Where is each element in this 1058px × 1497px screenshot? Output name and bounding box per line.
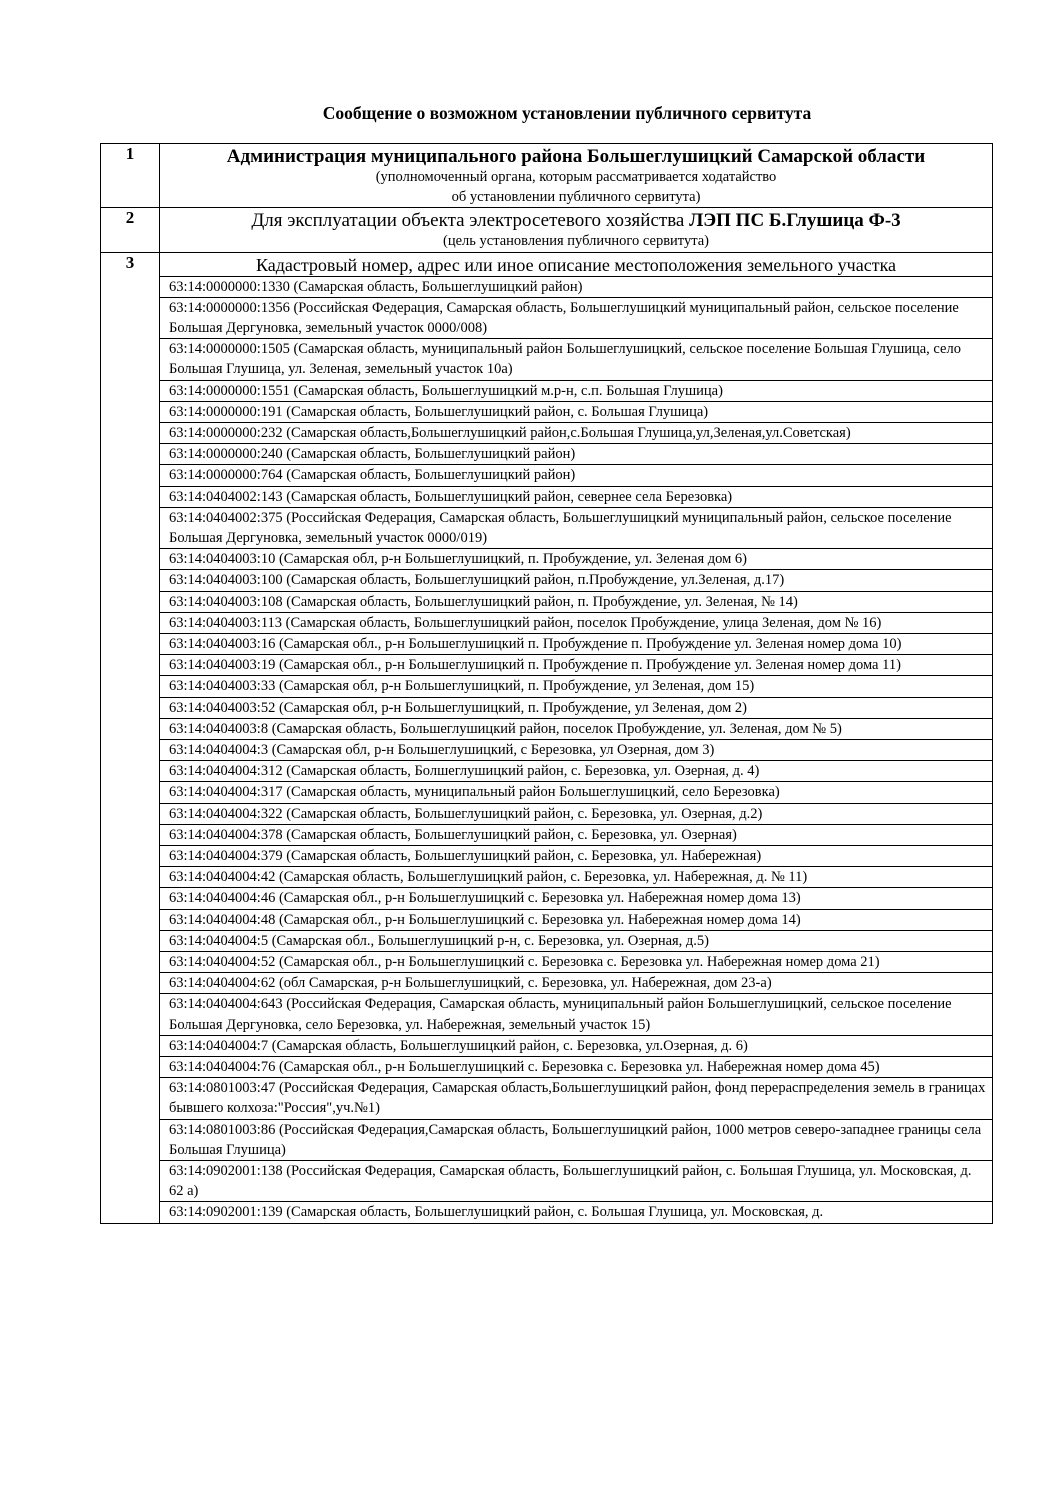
parcel-row: [160, 549, 992, 570]
parcel-row: [160, 1057, 992, 1078]
document-title: Сообщение о возможном установлении публичного сервитута: [322, 103, 812, 123]
parcel-row: [160, 867, 992, 888]
parcel-row: [160, 339, 992, 380]
parcel-description: 63:14:0404003:16 (Самарская обл., р-н Большеглушицкий п. Пробуждение п. Пробуждение ул. Зеленая номер дома 10): [160, 633, 992, 654]
parcel-description: 63:14:0404004:3 (Самарская обл, р-н Большеглушицкий, с Березовка, ул Озерная, дом 3): [160, 739, 992, 760]
section-content: [160, 144, 993, 208]
authority-caption-line1: (уполномоченный органа, которым рассматривается ходатайство: [375, 169, 777, 185]
parcel-row: [160, 1202, 992, 1223]
parcel-row: [160, 486, 992, 507]
parcel-row: [160, 888, 992, 909]
purpose-text: [160, 208, 992, 232]
parcel-description: 63:14:0404004:52 (Самарская обл., р-н Большеглушицкий с. Березовка с. Березовка ул. Набережная номер дома 21): [160, 952, 992, 973]
parcel-description: 63:14:0000000:1330 (Самарская область, Большеглушицкий район): [160, 276, 992, 297]
parcel-row: [160, 803, 992, 824]
parcel-description: 63:14:0404004:62 (обл Самарская, р-н Большеглушицкий, с. Березовка, ул. Набережная, дом 23-а): [160, 973, 992, 994]
parcel-description: 63:14:0404004:48 (Самарская обл., р-н Большеглушицкий с. Березовка ул. Набережная номер дома 14): [160, 909, 992, 930]
parcel-row: [160, 465, 992, 486]
parcel-description: 63:14:0404002:375 (Российская Федерация, Самарская область, Большеглушицкий муниципальный район, сельское поселение Большая Дергуновка, земельный участок 0000/019): [160, 507, 992, 548]
parcel-description: 63:14:0404004:5 (Самарская обл., Большеглушицкий р-н, с. Березовка, ул. Озерная, д.5): [160, 930, 992, 951]
parcel-row: [160, 973, 992, 994]
parcel-description: 63:14:0000000:191 (Самарская область, Большеглушицкий район, с. Большая Глушица): [160, 401, 992, 422]
parcel-row: [160, 952, 992, 973]
servitude-table: [100, 143, 993, 1224]
section-row-2: [101, 208, 993, 253]
parcel-row: [160, 297, 992, 338]
parcel-description: 63:14:0404003:113 (Самарская область, Большеглушицкий район, поселок Пробуждение, улица Зеленая, дом № 16): [160, 612, 992, 633]
section-number: 2: [101, 208, 160, 253]
parcel-description: 63:14:0902001:139 (Самарская область, Большеглушицкий район, с. Большая Глушица, ул. Московская, д.: [160, 1202, 992, 1223]
parcels-list: [160, 276, 992, 1223]
parcel-row: [160, 612, 992, 633]
parcel-row: [160, 655, 992, 676]
purpose-caption: (цель установления публичного сервитута): [443, 233, 709, 249]
parcel-description: 63:14:0404003:108 (Самарская область, Большеглушицкий район, п. Пробуждение, ул. Зеленая, № 14): [160, 591, 992, 612]
parcel-row: [160, 1078, 992, 1119]
parcel-row: [160, 276, 992, 297]
parcel-row: [160, 994, 992, 1035]
parcel-description: 63:14:0000000:764 (Самарская область, Большеглушицкий район): [160, 465, 992, 486]
parcel-description: 63:14:0404003:33 (Самарская обл, р-н Большеглушицкий, п. Пробуждение, ул Зеленая, дом 15): [160, 676, 992, 697]
parcel-description: 63:14:0000000:1356 (Российская Федерация, Самарская область, Большеглушицкий муниципальный район, сельское поселение Большая Дергуновка, земельный участок 0000/008): [160, 297, 992, 338]
parcel-row: [160, 444, 992, 465]
parcel-description: 63:14:0404003:100 (Самарская область, Большеглушицкий район, п.Пробуждение, ул.Зеленая, д.17): [160, 570, 992, 591]
parcel-description: 63:14:0404002:143 (Самарская область, Большеглушицкий район, севернее села Березовка): [160, 486, 992, 507]
section-row-3: [101, 252, 993, 1223]
parcel-row: [160, 782, 992, 803]
parcel-row: [160, 909, 992, 930]
section-number: 1: [101, 144, 160, 208]
parcel-description: 63:14:0404004:76 (Самарская обл., р-н Большеглушицкий с. Березовка с. Березовка ул. Набережная номер дома 45): [160, 1057, 992, 1078]
parcel-row: [160, 676, 992, 697]
parcel-row: [160, 380, 992, 401]
parcel-description: 63:14:0404003:19 (Самарская обл., р-н Большеглушицкий п. Пробуждение п. Пробуждение ул. Зеленая номер дома 11): [160, 655, 992, 676]
parcel-row: [160, 507, 992, 548]
parcel-row: [160, 930, 992, 951]
parcel-row: [160, 591, 992, 612]
section-content: [160, 252, 993, 1223]
parcel-row: [160, 845, 992, 866]
parcel-description: 63:14:0404003:10 (Самарская обл, р-н Большеглушицкий, п. Пробуждение, ул. Зеленая дом 6): [160, 549, 992, 570]
parcel-row: [160, 739, 992, 760]
parcel-description: 63:14:0000000:232 (Самарская область,Большеглушицкий район,с.Большая Глушица,ул,Зеленая,ул.Советская): [160, 422, 992, 443]
parcel-description: 63:14:0404004:322 (Самарская область, Большеглушицкий район, с. Березовка, ул. Озерная, д.2): [160, 803, 992, 824]
parcel-row: [160, 633, 992, 654]
parcel-description: 63:14:0404003:52 (Самарская обл, р-н Большеглушицкий, п. Пробуждение, ул Зеленая, дом 2): [160, 697, 992, 718]
parcel-row: [160, 1161, 992, 1202]
parcel-description: 63:14:0902001:138 (Российская Федерация, Самарская область, Большеглушицкий район, с. Большая Глушица, ул. Московская, д. 62 а): [160, 1161, 992, 1202]
parcel-description: 63:14:0404004:643 (Российская Федерация, Самарская область, муниципальный район Большеглушицкий, сельское поселение Большая Дергуновка, село Березовка, ул. Набережная, земельный участок 15): [160, 994, 992, 1035]
parcel-row: [160, 1035, 992, 1056]
parcel-description: 63:14:0404004:312 (Самарская область, Болшеглушицкий район, с. Березовка, ул. Озерная, д. 4): [160, 761, 992, 782]
parcel-description: 63:14:0404004:7 (Самарская область, Большеглушицкий район, с. Березовка, ул.Озерная, д. 6): [160, 1035, 992, 1056]
section-number: 3: [101, 252, 160, 1223]
authority-name: Администрация муниципального района Большеглушицкий Самарской области: [226, 146, 926, 167]
parcel-row: [160, 570, 992, 591]
parcel-description: 63:14:0404004:46 (Самарская обл., р-н Большеглушицкий с. Березовка ул. Набережная номер дома 13): [160, 888, 992, 909]
parcel-row: [160, 824, 992, 845]
power-line-name: ЛЭП ПС Б.Глушица Ф-3: [689, 210, 901, 231]
parcel-row: [160, 422, 992, 443]
parcel-description: 63:14:0000000:240 (Самарская область, Большеглушицкий район): [160, 444, 992, 465]
parcel-description: 63:14:0000000:1551 (Самарская область, Большеглушицкий м.р-н, с.п. Большая Глушица): [160, 380, 992, 401]
parcel-description: 63:14:0801003:86 (Российская Федерация,Самарская область, Большеглушицкий район, 1000 метров северо-западнее границы села Большая Глушица): [160, 1119, 992, 1160]
authority-caption-line2: об установлении публичного сервитута): [451, 188, 701, 205]
parcels-heading: Кадастровый номер, адрес или иное описание местоположения земельного участка: [255, 254, 897, 275]
parcel-row: [160, 697, 992, 718]
parcel-description: 63:14:0801003:47 (Российская Федерация, Самарская область,Большеглушицкий район, фонд перераспределения земель в границах бывшего колхоза:"Россия",уч.№1): [160, 1078, 992, 1119]
parcel-description: 63:14:0000000:1505 (Самарская область, муниципальный район Большеглушицкий, сельское поселение Большая Глушица, село Большая Глушица, ул. Зеленая, земельный участок 10а): [160, 339, 992, 380]
section-row-1: [101, 144, 993, 208]
parcel-description: 63:14:0404004:42 (Самарская область, Большеглушицкий район, с. Березовка, ул. Набережная, д. № 11): [160, 867, 992, 888]
parcel-row: [160, 718, 992, 739]
parcel-description: 63:14:0404004:317 (Самарская область, муниципальный район Большеглушицкий, село Березовка): [160, 782, 992, 803]
purpose-prefix: Для эксплуатации объекта электросетевого хозяйства: [251, 210, 690, 231]
parcel-description: 63:14:0404004:378 (Самарская область, Большеглушицкий район, с. Березовка, ул. Озерная): [160, 824, 992, 845]
parcel-row: [160, 1119, 992, 1160]
parcel-row: [160, 761, 992, 782]
parcel-row: [160, 401, 992, 422]
parcel-description: 63:14:0404004:379 (Самарская область, Большеглушицкий район, с. Березовка, ул. Набережная): [160, 845, 992, 866]
parcel-description: 63:14:0404003:8 (Самарская область, Большеглушицкий район, поселок Пробуждение, ул. Зеленая, дом № 5): [160, 718, 992, 739]
section-content: [160, 208, 993, 253]
